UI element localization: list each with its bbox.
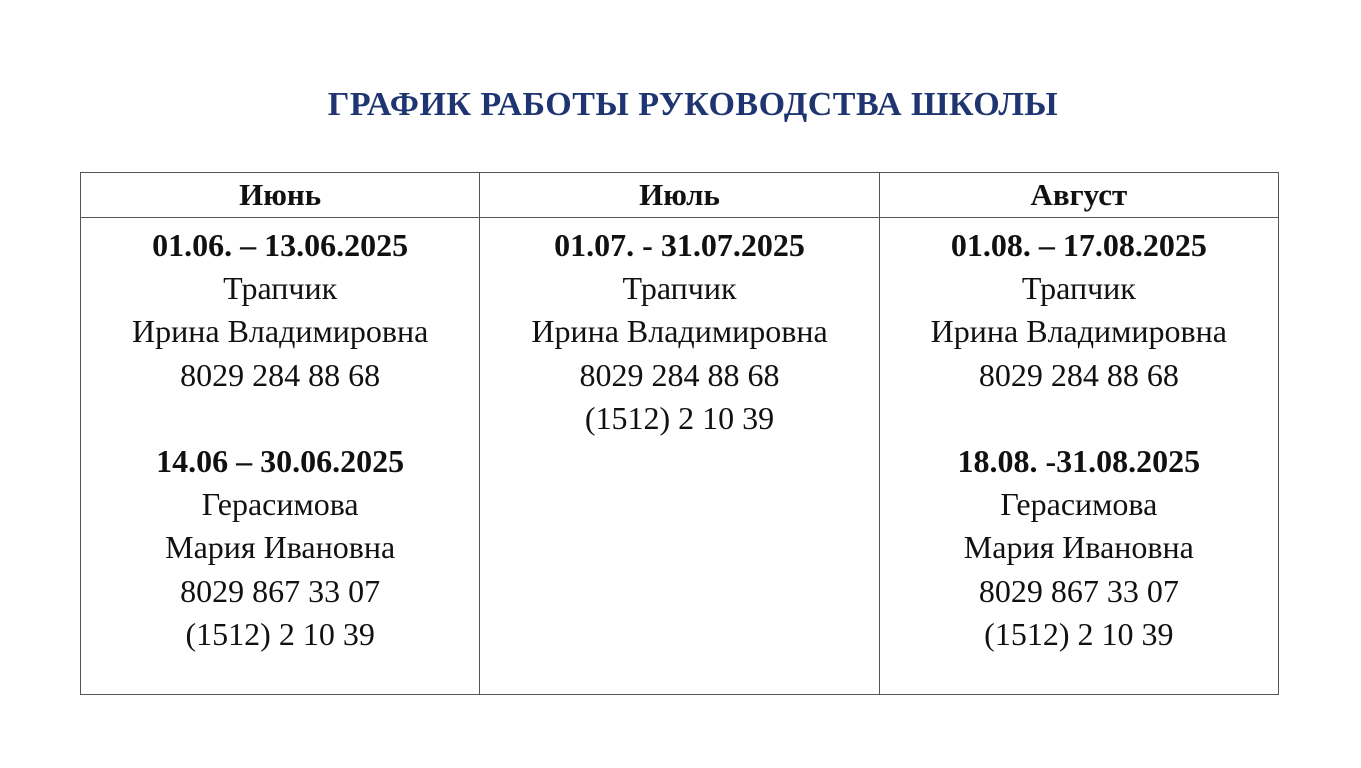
month-cell-june bbox=[81, 218, 480, 695]
duty-last-name: Герасимова bbox=[1000, 486, 1158, 523]
duty-last-name: Трапчик bbox=[1021, 270, 1136, 307]
duty-phone: 8029 284 88 68 bbox=[180, 356, 381, 393]
month-header-august: Август bbox=[879, 173, 1278, 218]
month-cell-july bbox=[480, 218, 879, 695]
duty-phone: (1512) 2 10 39 bbox=[984, 615, 1174, 652]
month-header-june: Июнь bbox=[81, 173, 480, 218]
duty-last-name: Герасимова bbox=[201, 486, 359, 523]
month-header-july: Июль bbox=[480, 173, 879, 218]
schedule-table bbox=[80, 172, 1279, 695]
duty-first-patronymic: Ирина Владимировна bbox=[531, 313, 828, 350]
duty-period-date: 01.08. – 17.08.2025 bbox=[950, 227, 1207, 263]
duty-phone: 8029 284 88 68 bbox=[978, 356, 1179, 393]
duty-period-date: 01.07. - 31.07.2025 bbox=[554, 227, 805, 263]
duty-last-name: Трапчик bbox=[223, 270, 338, 307]
entry-spacer bbox=[880, 397, 1278, 440]
duty-first-patronymic: Мария Ивановна bbox=[963, 529, 1194, 566]
duty-phone: 8029 284 88 68 bbox=[579, 356, 780, 393]
duty-period-date: 01.06. – 13.06.2025 bbox=[152, 227, 409, 263]
page-title: ГРАФИК РАБОТЫ РУКОВОДСТВА ШКОЛЫ bbox=[327, 86, 1059, 123]
duty-period-date: 18.08. -31.08.2025 bbox=[957, 443, 1201, 479]
duty-first-patronymic: Мария Ивановна bbox=[165, 529, 396, 566]
duty-phone: (1512) 2 10 39 bbox=[185, 615, 375, 652]
duty-phone: 8029 867 33 07 bbox=[180, 572, 381, 609]
table-row bbox=[81, 218, 1279, 695]
entry-spacer bbox=[81, 397, 479, 440]
duty-phone: 8029 867 33 07 bbox=[978, 572, 1179, 609]
duty-period-date: 14.06 – 30.06.2025 bbox=[156, 443, 405, 479]
duty-phone: (1512) 2 10 39 bbox=[584, 399, 775, 436]
duty-last-name: Трапчик bbox=[622, 270, 737, 307]
duty-first-patronymic: Ирина Владимировна bbox=[132, 313, 429, 350]
table-header-row bbox=[81, 173, 1279, 218]
month-cell-august bbox=[879, 218, 1278, 695]
duty-first-patronymic: Ирина Владимировна bbox=[930, 313, 1227, 350]
